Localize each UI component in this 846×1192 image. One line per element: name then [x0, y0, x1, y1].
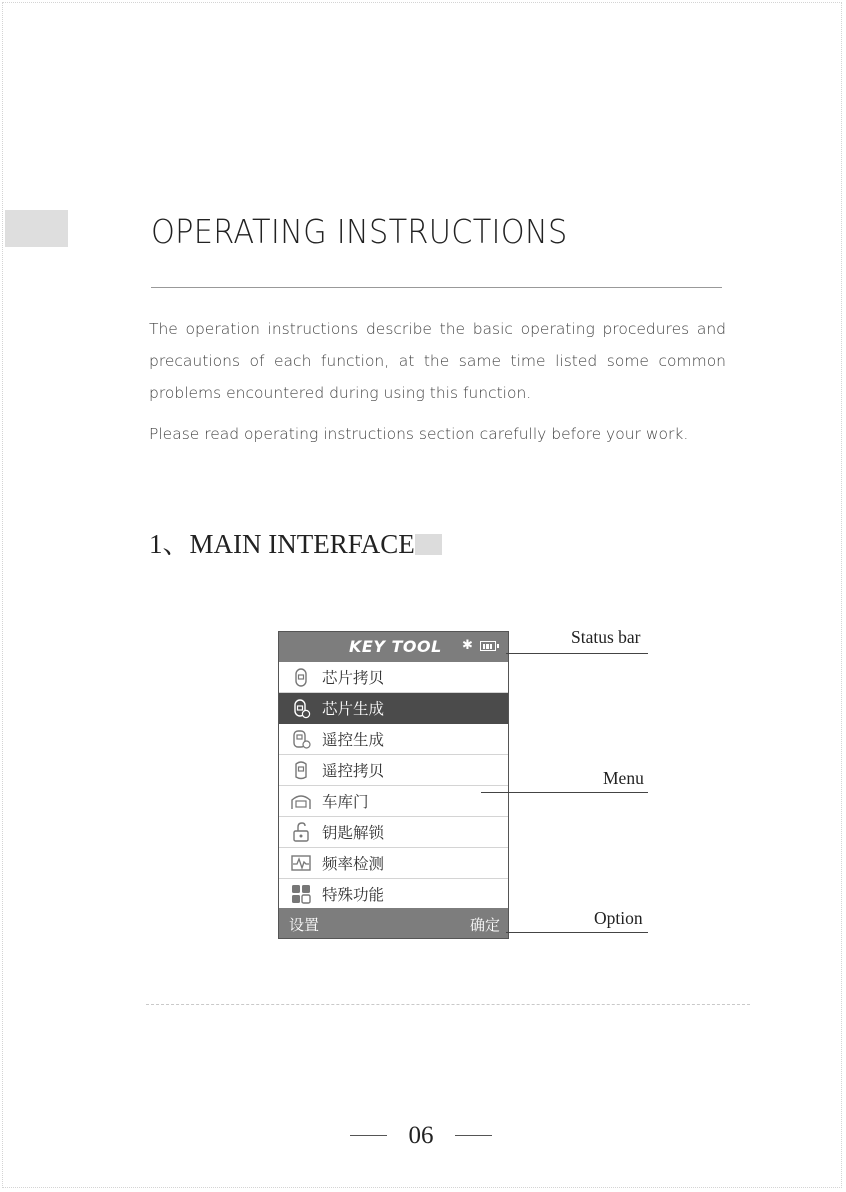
option-callout: Option [594, 908, 643, 928]
menu-item-label: 遥控生成 [322, 731, 385, 749]
garage-door-icon [290, 790, 312, 812]
menu-callout-line [481, 792, 648, 793]
menu-item-frequency-detect[interactable] [279, 848, 508, 879]
settings-option[interactable]: 设置 [289, 916, 320, 934]
bluetooth-icon: ✱ [462, 638, 473, 653]
confirm-option[interactable]: 确定 [469, 916, 500, 934]
menu-item-label: 车库门 [322, 793, 369, 811]
menu-item-remote-copy[interactable] [279, 755, 508, 786]
option-callout-line [506, 932, 648, 933]
battery-icon [480, 641, 496, 651]
status-bar-callout: Status bar [571, 627, 641, 647]
status-bar [279, 632, 508, 662]
title-divider [151, 287, 722, 288]
heading-marker [415, 534, 442, 555]
status-bar-callout-line [506, 653, 648, 654]
section-heading: 1、MAIN INTERFACE [149, 529, 415, 559]
menu-item-label: 遥控拷贝 [322, 762, 385, 780]
page-border [2, 2, 842, 1188]
brand-logo: KEY TOOL [349, 637, 442, 656]
remote-generate-icon [290, 728, 312, 750]
device-screen [278, 631, 509, 939]
frequency-detect-icon [290, 852, 312, 874]
menu-item-label: 特殊功能 [322, 886, 385, 904]
page-number-right-rule [455, 1135, 492, 1136]
menu-item-label: 频率检测 [322, 855, 385, 873]
page-number-block [350, 1120, 492, 1152]
menu-item-label: 芯片生成 [322, 700, 385, 718]
menu-item-remote-generate[interactable] [279, 724, 508, 755]
option-bar [279, 908, 508, 938]
note-paragraph: Please read operating instructions section carefully before your work. [149, 425, 689, 443]
chip-copy-icon [290, 666, 312, 688]
menu-item-chip-copy[interactable] [279, 662, 508, 693]
menu-callout: Menu [603, 768, 644, 788]
menu-item-label: 芯片拷贝 [322, 669, 385, 687]
menu-list [279, 662, 508, 910]
footer-divider [146, 1004, 750, 1005]
menu-item-chip-generate[interactable] [279, 693, 508, 724]
intro-paragraph: The operation instructions describe the basic operating procedures and precautions of each function, at the same time listed some common problems encountered during using this function. [149, 320, 726, 402]
menu-item-garage-door[interactable] [279, 786, 508, 817]
side-tab-marker [5, 210, 68, 247]
menu-item-label: 钥匙解锁 [322, 824, 385, 842]
page-title: OPERATING INSTRUCTIONS [151, 212, 568, 251]
special-function-icon [290, 883, 312, 905]
page-number: 06 [408, 1122, 434, 1149]
menu-item-key-unlock[interactable] [279, 817, 508, 848]
chip-generate-icon [290, 697, 312, 719]
menu-item-special-function[interactable] [279, 879, 508, 910]
key-unlock-icon [290, 821, 312, 843]
remote-copy-icon [290, 759, 312, 781]
